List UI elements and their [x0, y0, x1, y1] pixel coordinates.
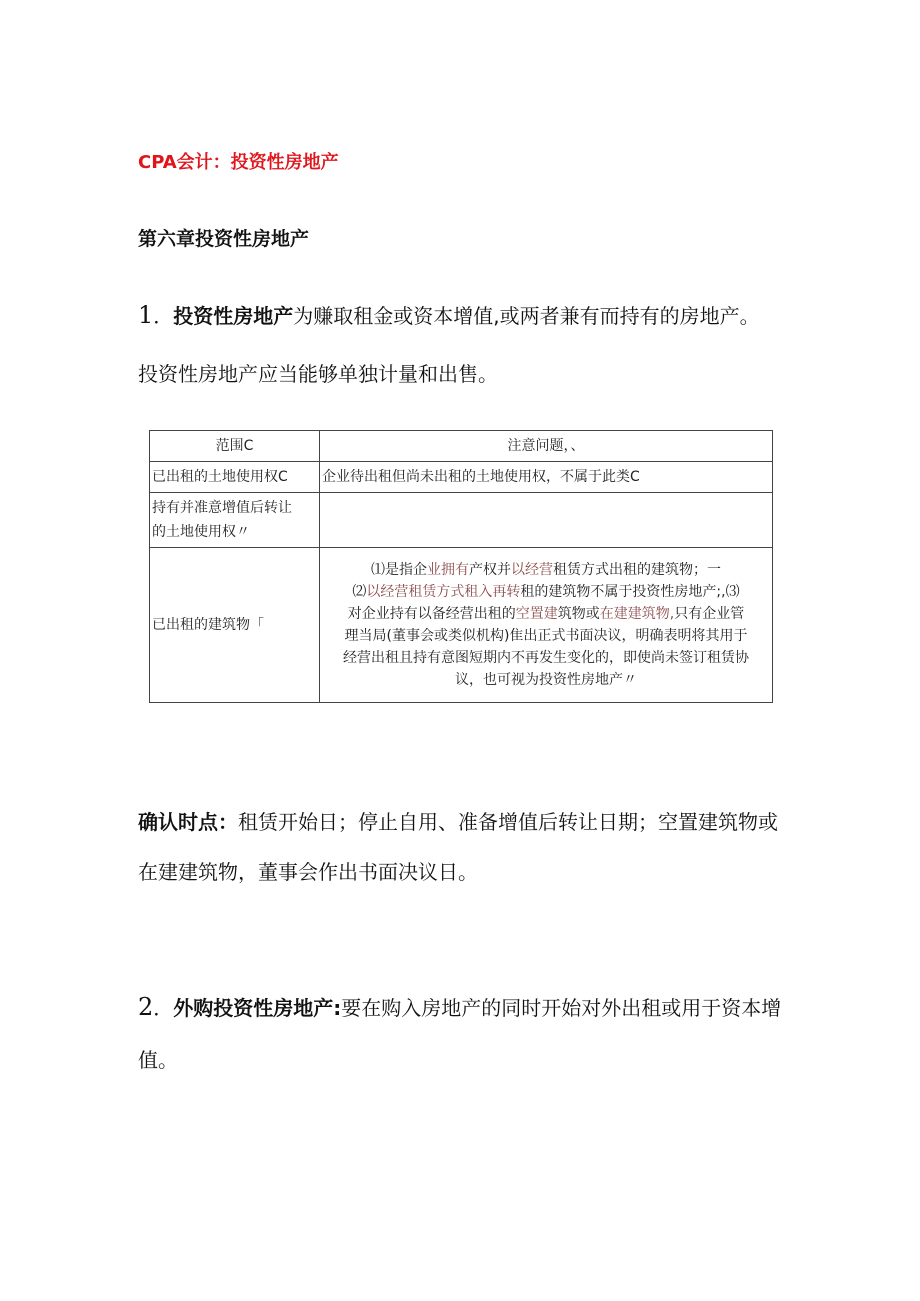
note-text: 租赁方式出租的建筑物；一: [553, 562, 721, 578]
note-text: 产权并: [469, 562, 511, 578]
section-2-line-1: [138, 992, 781, 1021]
note-text: ⑴是指企: [371, 562, 427, 578]
section-2-line-2: 值。: [138, 1048, 178, 1072]
recognition-line-2: 在建建筑物，董事会作出书面决议日。: [138, 860, 478, 884]
note-text: 理当局(董事会或类似机构)隹出正式书面决议，明确表明将其用于: [344, 628, 748, 644]
note-text: 对企业持有以备经营出租的: [347, 606, 516, 622]
section-1-line-2: 投资性房地产应当能够单独计量和出售。: [138, 362, 498, 386]
note-highlight: 业拥有: [427, 562, 469, 578]
table-cell-scope: [150, 493, 320, 548]
table-cell-note: 企业待出租但尚未出租的土地使用权，不属于此类C: [320, 462, 773, 493]
recognition-text: 租赁开始日；停止自用、准备增值后转让日期；空置建筑物或: [238, 810, 778, 834]
scope-table: [149, 430, 773, 703]
section-2-number: 2: [138, 993, 154, 1021]
scope-line-1: 持有并准意增值后转让: [152, 500, 292, 516]
note-text: 只有企业管: [674, 606, 745, 622]
note-highlight: 空置建: [515, 606, 558, 622]
table-header-notes: 注意问题，、: [320, 431, 773, 462]
section-1-dot: ．: [153, 304, 174, 328]
section-2-dot: ．: [153, 996, 174, 1020]
section-2-term: 外购投资性房地产:: [173, 996, 342, 1020]
section-2-text: 要在购入房地产的同时开始对外出租或用于资本增: [341, 996, 782, 1020]
note-text: ⑵: [352, 584, 367, 600]
note-text: 议，也可视为投资性房地产〃: [455, 672, 637, 688]
note-highlight: 以经营: [511, 562, 553, 578]
table-cell-scope: 已出租的土地使用权C: [150, 462, 320, 493]
recognition-label: 确认时点：: [138, 810, 238, 834]
section-1-number: 1: [138, 301, 154, 329]
table-header-scope: 范围C: [150, 431, 320, 462]
note-text: 经营出租且持有意图短期内不再发生变化的，即使尚未签订租赁协: [343, 650, 749, 666]
chapter-title: 第六章投资性房地产: [138, 228, 310, 250]
document-title: CPA会计：投资性房地产: [138, 152, 339, 173]
table-cell-note: [320, 493, 773, 548]
section-1-definition-text: 为赚取租金或资本增值,或两者兼有而持有的房地产。: [293, 304, 760, 328]
table-row: [150, 462, 773, 493]
table-header-row: [150, 431, 773, 462]
section-1-term: 投资性房地产: [173, 304, 294, 328]
table-cell-scope: 已出租的建筑物「: [150, 548, 320, 703]
note-text: 筑物或: [557, 606, 600, 622]
note-text: 租的建筑物不属于投资性房地产;,⑶: [520, 584, 740, 600]
note-highlight: 在建建筑物,: [599, 606, 675, 622]
table-cell-note: [320, 548, 773, 703]
table-row: [150, 548, 773, 703]
note-highlight: 以经营租赁方式租入再转: [366, 584, 521, 600]
scope-line-2: 的土地使用权〃: [152, 524, 250, 540]
section-1-definition: [138, 300, 760, 329]
table-row: [150, 493, 773, 548]
recognition-line-1: [138, 806, 778, 835]
